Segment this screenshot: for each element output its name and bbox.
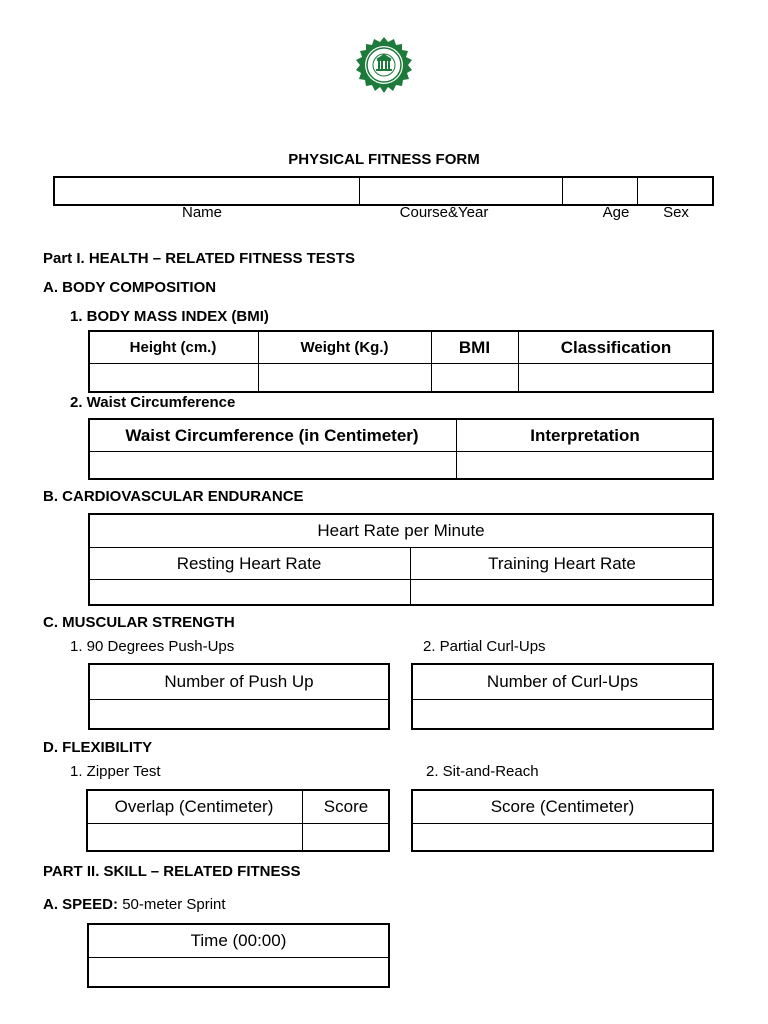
course-year-field[interactable] [361, 178, 561, 204]
body-composition-title: A. BODY COMPOSITION [43, 279, 217, 296]
sit-reach-col: Score (Centimeter) [490, 797, 635, 816]
divider [411, 823, 714, 824]
muscular-strength-title: C. MUSCULAR STRENGTH [43, 614, 235, 631]
bmi-col-weight: Weight (Kg.) [300, 339, 389, 356]
bmi-col-height: Height (cm.) [129, 339, 217, 356]
divider [411, 699, 714, 700]
divider [88, 579, 714, 580]
bmi-input[interactable] [433, 365, 517, 391]
flexibility-title: D. FLEXIBILITY [43, 739, 153, 756]
height-input[interactable] [90, 365, 257, 391]
sex-field[interactable] [639, 178, 712, 204]
pushup-input[interactable] [90, 701, 388, 728]
name-label: Name [181, 204, 222, 221]
heart-rate-header: Heart Rate per Minute [317, 521, 485, 540]
resting-heart-rate-col: Resting Heart Rate [176, 553, 322, 573]
part2-title: PART II. SKILL – RELATED FITNESS [43, 863, 301, 880]
score-input[interactable] [304, 825, 388, 850]
overlap-col: Overlap (Centimeter) [114, 797, 274, 816]
divider [88, 451, 714, 452]
training-heart-rate-input[interactable] [412, 581, 712, 604]
weight-input[interactable] [260, 365, 430, 391]
sit-reach-input[interactable] [413, 825, 712, 850]
divider [359, 176, 360, 206]
speed-title [43, 896, 226, 913]
name-field[interactable] [55, 178, 358, 204]
time-col: Time (00:00) [190, 931, 287, 950]
divider [87, 957, 390, 958]
curlups-title: 2. Partial Curl-Ups [423, 638, 546, 655]
divider [562, 176, 563, 206]
age-label: Age [602, 204, 630, 221]
divider [88, 699, 390, 700]
waist-col-interpretation: Interpretation [530, 425, 640, 445]
speed-label: A. SPEED: [43, 896, 119, 913]
resting-heart-rate-input[interactable] [90, 581, 409, 604]
sit-reach-title: 2. Sit-and-Reach [426, 763, 539, 780]
zipper-title: 1. Zipper Test [70, 763, 161, 780]
age-field[interactable] [564, 178, 636, 204]
divider [637, 176, 638, 206]
speed-test: 50-meter Sprint [122, 896, 226, 913]
classification-input[interactable] [520, 365, 712, 391]
waist-title: 2. Waist Circumference [70, 394, 236, 411]
course-year-label: Course&Year [399, 204, 489, 221]
pushup-col: Number of Push Up [164, 672, 314, 691]
bmi-title: 1. BODY MASS INDEX (BMI) [70, 308, 269, 325]
overlap-input[interactable] [88, 825, 301, 850]
cardio-title: B. CARDIOVASCULAR ENDURANCE [43, 488, 304, 505]
interpretation-input[interactable] [458, 453, 712, 478]
training-heart-rate-col: Training Heart Rate [488, 553, 636, 573]
divider [86, 823, 390, 824]
pushups-title: 1. 90 Degrees Push-Ups [70, 638, 235, 655]
curlup-input[interactable] [413, 701, 712, 728]
page-title: PHYSICAL FITNESS FORM [288, 151, 480, 168]
curlup-col: Number of Curl-Ups [486, 672, 639, 691]
bmi-col-classification: Classification [560, 337, 672, 357]
score-col: Score [323, 797, 369, 816]
waist-col-circumference: Waist Circumference (in Centimeter) [125, 425, 419, 445]
bmi-col-bmi: BMI [458, 337, 491, 357]
school-seal-icon [346, 36, 422, 98]
waist-input[interactable] [90, 453, 455, 478]
part1-title: Part I. HEALTH – RELATED FITNESS TESTS [43, 250, 355, 267]
sex-label: Sex [663, 204, 689, 221]
time-input[interactable] [89, 959, 388, 986]
divider [88, 363, 714, 364]
